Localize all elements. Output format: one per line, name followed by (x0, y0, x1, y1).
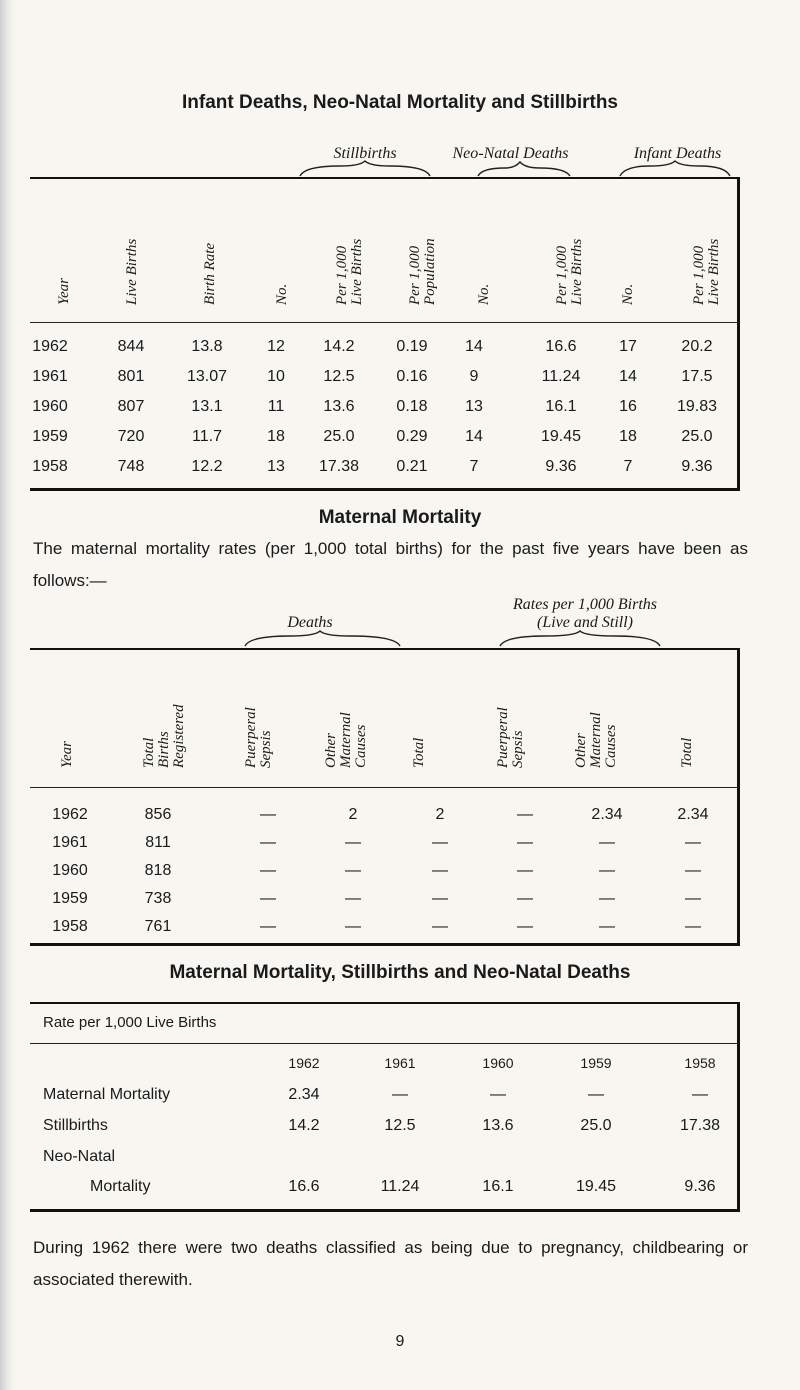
infant-cell-r3-c4: 25.0 (323, 428, 355, 445)
infant-cell-r1-c8: 14 (619, 368, 637, 385)
maternal-cell-0: 2.34 (288, 1086, 320, 1103)
maternal-group-braces (0, 630, 800, 650)
maternal-cell-r2-c5: — (517, 862, 533, 879)
maternal-cell-r2-c4: — (432, 862, 448, 879)
infant-cell-r2-c7: 16.1 (545, 398, 577, 415)
infant-cell-r3-c3: 18 (267, 428, 285, 445)
maternal-cell-r3-c2: — (260, 890, 276, 907)
infant-cell-r0-c0: 1962 (32, 338, 68, 355)
neonatal-cell-3: 19.45 (575, 1178, 617, 1195)
infant-cell-r0-c8: 17 (619, 338, 637, 355)
maternal-header-3: Other Maternal Causes (323, 712, 369, 768)
neonatal-cell-0: 16.6 (288, 1178, 320, 1195)
year-col-3: 1959 (580, 1055, 612, 1071)
maternal-cell-r1-c2: — (260, 834, 276, 851)
infant-cell-r0-c1: 844 (117, 338, 145, 355)
infant-cell-r4-c9: 9.36 (681, 458, 713, 475)
maternal-cell-r1-c5: — (517, 834, 533, 851)
combined-title: Maternal Mortality, Stillbirths and Neo-Natal Deaths (169, 962, 631, 983)
infant-cell-r4-c8: 7 (623, 458, 633, 475)
maternal-header-1: Total Births Registered (141, 704, 187, 768)
maternal-cell-r3-c7: — (685, 890, 701, 907)
infant-cell-r0-c4: 14.2 (323, 338, 355, 355)
maternal-cell-r0-c6: 2.34 (591, 806, 623, 823)
year-col-2: 1960 (482, 1055, 514, 1071)
infant-cell-r1-c2: 13.07 (186, 368, 228, 385)
page-number: 9 (395, 1333, 405, 1350)
footer-paragraph: During 1962 there were two deaths classified as being due to pregnancy, childbearing or associated therewith. (33, 1238, 748, 1289)
infant-cell-r0-c2: 13.8 (191, 338, 223, 355)
maternal-cell-2: — (490, 1086, 506, 1103)
infant-cell-r1-c4: 12.5 (323, 368, 355, 385)
maternal-mortality-label: Maternal Mortality (43, 1086, 171, 1103)
infant-cell-r2-c2: 13.1 (191, 398, 223, 415)
group-rates-line2: (Live and Still) (537, 614, 633, 631)
infant-deaths-title: Infant Deaths, Neo-Natal Mortality and Stillbirths (182, 92, 618, 113)
maternal-cell-r1-c3: — (345, 834, 361, 851)
infant-cell-r0-c9: 20.2 (681, 338, 713, 355)
infant-cell-r3-c8: 18 (619, 428, 637, 445)
stillbirths-cell-4: 17.38 (679, 1117, 721, 1134)
infant-cell-r1-c6: 9 (469, 368, 479, 385)
maternal-cell-r4-c1: 761 (144, 918, 172, 935)
maternal-cell-r4-c3: — (345, 918, 361, 935)
stillbirths-cell-2: 13.6 (482, 1117, 514, 1134)
maternal-header-2: Puerperal Sepsis (243, 707, 274, 768)
maternal-cell-r0-c2: — (260, 806, 276, 823)
group-infant-deaths: Infant Deaths (633, 145, 722, 162)
maternal-cell-r2-c1: 818 (144, 862, 172, 879)
stillbirths-cell-3: 25.0 (580, 1117, 612, 1134)
infant-cell-r3-c2: 11.7 (192, 428, 222, 445)
infant-header-3: No. (274, 283, 290, 305)
infant-cell-r3-c6: 14 (465, 428, 483, 445)
infant-cell-r2-c6: 13 (465, 398, 483, 415)
maternal-header-7: Total (679, 737, 695, 768)
infant-cell-r4-c4: 17.38 (318, 458, 360, 475)
infant-cell-r4-c7: 9.36 (545, 458, 577, 475)
infant-header-9: Per 1,000 Live Births (691, 238, 722, 305)
maternal-cell-r1-c6: — (599, 834, 615, 851)
infant-cell-r3-c0: 1959 (32, 428, 68, 445)
infant-cell-r3-c5: 0.29 (396, 428, 428, 445)
infant-cell-r4-c0: 1958 (32, 458, 68, 475)
neonatal-cell-1: 11.24 (380, 1178, 420, 1195)
maternal-cell-r2-c2: — (260, 862, 276, 879)
maternal-cell-r2-c7: — (685, 862, 701, 879)
infant-cell-r2-c5: 0.18 (396, 398, 428, 415)
neonatal-cell-4: 9.36 (684, 1178, 716, 1195)
infant-cell-r1-c7: 11.24 (541, 368, 581, 385)
maternal-cell-r2-c3: — (345, 862, 361, 879)
maternal-cell-r0-c7: 2.34 (677, 806, 709, 823)
infant-header-1: Live Births (124, 238, 140, 305)
maternal-cell-r3-c4: — (432, 890, 448, 907)
group-stillbirths: Stillbirths (333, 145, 397, 162)
infant-cell-r4-c5: 0.21 (396, 458, 428, 475)
maternal-cell-r4-c4: — (432, 918, 448, 935)
infant-header-8: No. (620, 283, 636, 305)
maternal-cell-r1-c7: — (685, 834, 701, 851)
group-rates-line1: Rates per 1,000 Births (513, 596, 657, 613)
maternal-cell-r4-c5: — (517, 918, 533, 935)
infant-cell-r3-c9: 25.0 (681, 428, 713, 445)
infant-header-rule (30, 322, 737, 323)
maternal-cell-1: — (392, 1086, 408, 1103)
year-col-4: 1958 (684, 1055, 716, 1071)
maternal-header-5: Puerperal Sepsis (495, 707, 526, 768)
infant-cell-r4-c3: 13 (267, 458, 285, 475)
maternal-cell-r0-c4: 2 (435, 806, 445, 823)
infant-cell-r1-c3: 10 (267, 368, 285, 385)
maternal-cell-r3-c5: — (517, 890, 533, 907)
group-neonatal-deaths: Neo-Natal Deaths (452, 145, 569, 162)
rate-label: Rate per 1,000 Live Births (43, 1014, 217, 1031)
infant-cell-r1-c1: 801 (117, 368, 145, 385)
infant-cell-r1-c5: 0.16 (396, 368, 428, 385)
maternal-header-6: Other Maternal Causes (573, 712, 619, 768)
maternal-cell-r0-c5: — (517, 806, 533, 823)
year-col-1: 1961 (384, 1055, 416, 1071)
maternal-cell-r3-c0: 1959 (52, 890, 88, 907)
maternal-cell-r3-c1: 738 (144, 890, 172, 907)
maternal-cell-r0-c0: 1962 (52, 806, 88, 823)
infant-header-0: Year (56, 278, 72, 305)
infant-cell-r1-c0: 1961 (32, 368, 68, 385)
maternal-cell-r1-c4: — (432, 834, 448, 851)
infant-header-7: Per 1,000 Live Births (554, 238, 585, 305)
infant-cell-r4-c2: 12.2 (191, 458, 223, 475)
infant-cell-r0-c5: 0.19 (396, 338, 428, 355)
maternal-cell-r1-c0: 1961 (52, 834, 88, 851)
combined-header-rule (30, 1043, 737, 1044)
maternal-header-0: Year (59, 741, 75, 768)
stillbirths-cell-0: 14.2 (288, 1117, 320, 1134)
group-deaths: Deaths (287, 614, 333, 631)
year-col-0: 1962 (288, 1055, 320, 1071)
maternal-header-4: Total (411, 737, 427, 768)
infant-cell-r3-c7: 19.45 (540, 428, 582, 445)
maternal-cell-r4-c0: 1958 (52, 918, 88, 935)
infant-cell-r0-c7: 16.6 (545, 338, 577, 355)
maternal-cell-r2-c6: — (599, 862, 615, 879)
infant-cell-r4-c1: 748 (117, 458, 145, 475)
infant-cell-r2-c0: 1960 (32, 398, 68, 415)
maternal-cell-r3-c3: — (345, 890, 361, 907)
infant-cell-r2-c4: 13.6 (323, 398, 355, 415)
infant-cell-r0-c3: 12 (267, 338, 285, 355)
maternal-cell-r0-c1: 856 (144, 806, 172, 823)
infant-cell-r2-c9: 19.83 (676, 398, 718, 415)
infant-cell-r2-c3: 11 (267, 398, 285, 415)
neonatal-label-line2: Mortality (90, 1178, 151, 1195)
infant-cell-r2-c1: 807 (117, 398, 145, 415)
maternal-header-rule (30, 787, 737, 788)
neonatal-cell-2: 16.1 (482, 1178, 514, 1195)
maternal-cell-r4-c6: — (599, 918, 615, 935)
maternal-intro-paragraph: The maternal mortality rates (per 1,000 total births) for the past five years have been as follows:— (33, 539, 748, 590)
infant-header-6: No. (476, 283, 492, 305)
infant-header-2: Birth Rate (202, 242, 218, 305)
infant-cell-r2-c8: 16 (619, 398, 637, 415)
infant-cell-r1-c9: 17.5 (681, 368, 713, 385)
maternal-cell-r4-c2: — (260, 918, 276, 935)
maternal-cell-r0-c3: 2 (348, 806, 358, 823)
stillbirths-cell-1: 12.5 (384, 1117, 416, 1134)
maternal-cell-r3-c6: — (599, 890, 615, 907)
maternal-mortality-title: Maternal Mortality (318, 507, 482, 528)
infant-cell-r4-c6: 7 (469, 458, 479, 475)
infant-header-5: Per 1,000 Population (407, 238, 438, 305)
stillbirths-label: Stillbirths (43, 1117, 108, 1134)
maternal-cell-4: — (692, 1086, 708, 1103)
maternal-cell-3: — (588, 1086, 604, 1103)
neonatal-label-line1: Neo-Natal (43, 1148, 116, 1165)
maternal-cell-r4-c7: — (685, 918, 701, 935)
infant-cell-r3-c1: 720 (117, 428, 145, 445)
page-edge-shadow (0, 0, 14, 1390)
maternal-cell-r1-c1: 811 (145, 834, 171, 851)
infant-cell-r0-c6: 14 (465, 338, 483, 355)
maternal-cell-r2-c0: 1960 (52, 862, 88, 879)
infant-header-4: Per 1,000 Live Births (334, 238, 365, 305)
